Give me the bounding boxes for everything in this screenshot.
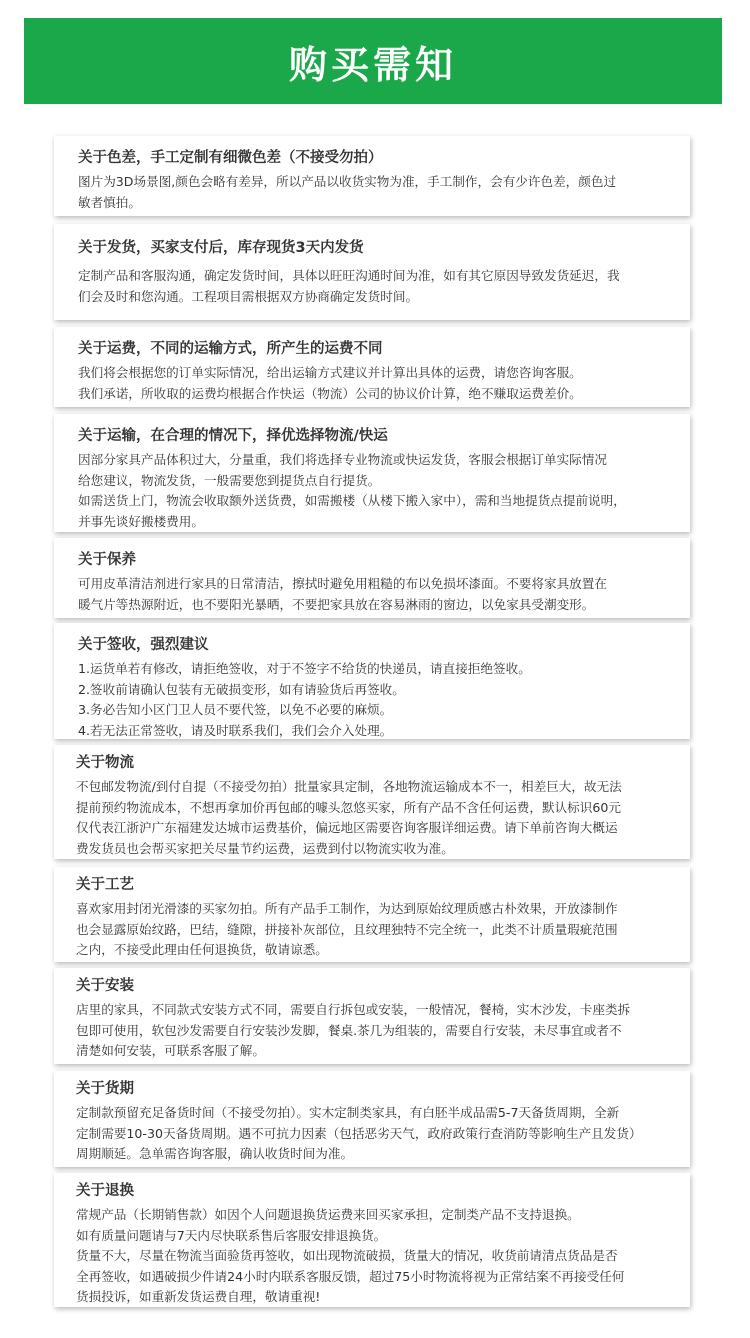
card-text-line: 之内，不接受此理由任何退换货，敬请谅悉。 <box>76 942 328 957</box>
card-text-line: 图片为3D场景图,颜色会略有差异，所以产品以收货实物为准，手工制作，会有少许色差，颜色过 <box>78 174 617 189</box>
card-text-line: 因部分家具产品体积过大，分量重，我们将选择专业物流或快运发货，客服会根据订单实际情况 <box>78 452 607 467</box>
card-text-line: 我们承诺，所收取的运费均根据合作快运（物流）公司的协议价计算，绝不赚取运费差价。 <box>78 385 582 401</box>
card-title: 关于运输，在合理的情况下，择优选择物流/快运 <box>78 428 388 444</box>
card-text-line: 货损投诉，如重新发货运费自理，敬请重视! <box>76 1289 321 1304</box>
card-title: 关于发货，买家支付后，库存现货3天内发货 <box>78 240 364 256</box>
card-text-line: 们会及时和您沟通。工程项目需根据双方协商确定发货时间。 <box>78 288 419 304</box>
card-text-line: 清楚如何安装，可联系客服了解。 <box>76 1043 265 1058</box>
notice-card-lead-time <box>54 1071 690 1167</box>
card-title: 关于色差，手工定制有细微色差（不接受勿拍） <box>78 150 383 166</box>
card-text-line: 敏者慎拍。 <box>78 194 141 210</box>
card-title: 关于安装 <box>76 978 134 994</box>
card-text-line: 如有质量问题请与7天内尽快联系售后客服安排退换货。 <box>76 1227 387 1243</box>
notice-card-transport <box>54 414 690 532</box>
notice-card-logistics <box>54 745 690 859</box>
card-text-line: 暖气片等热源附近，也不要阳光暴晒，不要把家具放在容易淋雨的窗边，以免家具受潮变形。 <box>78 596 595 612</box>
card-title: 关于运费，不同的运输方式，所产生的运费不同 <box>78 341 383 357</box>
card-text-line: 货量不大，尽量在物流当面验货再签收，如出现物流破损，货量大的情况，收货前请清点货品是否 <box>76 1248 618 1263</box>
card-title: 关于工艺 <box>76 877 134 893</box>
card-text-line: 并事先谈好搬楼费用。 <box>78 513 204 529</box>
card-text-line: 我们将会根据您的订单实际情况，给出运输方式建议并计算出具体的运费，请您咨询客服。 <box>78 365 582 380</box>
page-title: 购买需知 <box>288 42 457 87</box>
card-text-line: 周期顺延。急单需咨询客服，确认收货时间为准。 <box>76 1146 354 1161</box>
card-text-line: 1.运货单若有修改，请拒绝签收，对于不签字不给货的快递员，请直接拒绝签收。 <box>78 661 531 676</box>
notice-card-maintenance <box>54 538 690 618</box>
card-text-line: 可用皮革清洁剂进行家具的日常清洁，擦拭时避免用粗糙的布以免损坏漆面。不要将家具放置在 <box>78 576 607 591</box>
card-title: 关于货期 <box>76 1081 134 1097</box>
card-text-line: 也会显露原始纹路，巴结，缝隙，拼接补灰部位，且纹理独特不完全统一，此类不计质量瑕疵范围 <box>76 921 618 937</box>
card-text-line: 喜欢家用封闭光滑漆的买家勿拍。所有产品手工制作，为达到原始纹理质感古朴效果，开放漆制作 <box>76 901 618 916</box>
card-title: 关于退换 <box>76 1183 134 1199</box>
card-text-line: 全再签收，如遇破损少件请24小时内联系客服反馈，超过75小时物流将视为正常结案不再接受任何 <box>76 1268 625 1284</box>
card-text-line: 给您建议，物流发货，一般需要您到提货点自行提货。 <box>78 472 381 488</box>
card-text-line: 定制产品和客服沟通，确定发货时间，具体以旺旺沟通时间为准，如有其它原因导致发货延迟，我 <box>78 268 620 283</box>
header-banner <box>24 18 722 104</box>
card-title: 关于物流 <box>76 755 134 771</box>
notice-card-color <box>54 136 690 216</box>
card-title: 关于签收，强烈建议 <box>78 637 209 653</box>
card-text-line: 费发货员也会帮买家把关尽量节约运费，运费到付以物流实收为准。 <box>76 840 454 856</box>
card-text-line: 2.签收前请确认包装有无破损变形，如有请验货后再签收。 <box>78 681 405 697</box>
notice-card-craft <box>54 867 690 962</box>
notice-card-installation <box>54 968 690 1064</box>
notice-card-signing <box>54 623 690 739</box>
card-title: 关于保养 <box>78 552 136 568</box>
card-text-line: 常规产品（长期销售款）如因个人问题退换货运费来回买家承担，定制类产品不支持退换。 <box>76 1207 580 1222</box>
card-text-line: 提前预约物流成本，不想再拿加价再包邮的噱头忽悠买家，所有产品不含任何运费，默认标识60元 <box>76 799 621 815</box>
card-text-line: 仅代表江浙沪广东福建发达城市运费基价，偏远地区需要咨询客服详细运费。请下单前咨询大概运 <box>76 820 618 835</box>
notice-card-returns <box>54 1173 690 1307</box>
notice-card-shipping <box>54 224 690 320</box>
card-text-line: 店里的家具，不同款式安装方式不同，需要自行拆包或安装，一般情况，餐椅，实木沙发，卡座类拆 <box>76 1002 631 1017</box>
card-text-line: 定制需要10-30天备货周期。遇不可抗力因素（包括恶劣天气，政府政策行查消防等影响生产且发货） <box>76 1125 642 1141</box>
card-text-line: 如需送货上门，物流会收取额外送货费，如需搬楼（从楼下搬入家中），需和当地提货点提前说明， <box>78 493 626 508</box>
card-text-line: 不包邮发物流/到付自提（不接受勿拍）批量家具定制，各地物流运输成本不一，相差巨大，故无法 <box>76 779 622 794</box>
card-text-line: 4.若无法正常签收，请及时联系我们，我们会介入处理。 <box>78 722 393 738</box>
card-text-line: 3.务必告知小区门卫人员不要代签，以免不必要的麻烦。 <box>78 702 393 717</box>
notice-card-freight <box>54 327 690 407</box>
card-text-line: 包即可使用，软包沙发需要自行安装沙发脚，餐桌.茶几为组装的，需要自行安装，未尽事宜或者不 <box>76 1022 622 1038</box>
card-text-line: 定制款预留充足备货时间（不接受勿拍）。实木定制类家具，有白胚半成品需5-7天备货周期，全新 <box>76 1105 620 1120</box>
